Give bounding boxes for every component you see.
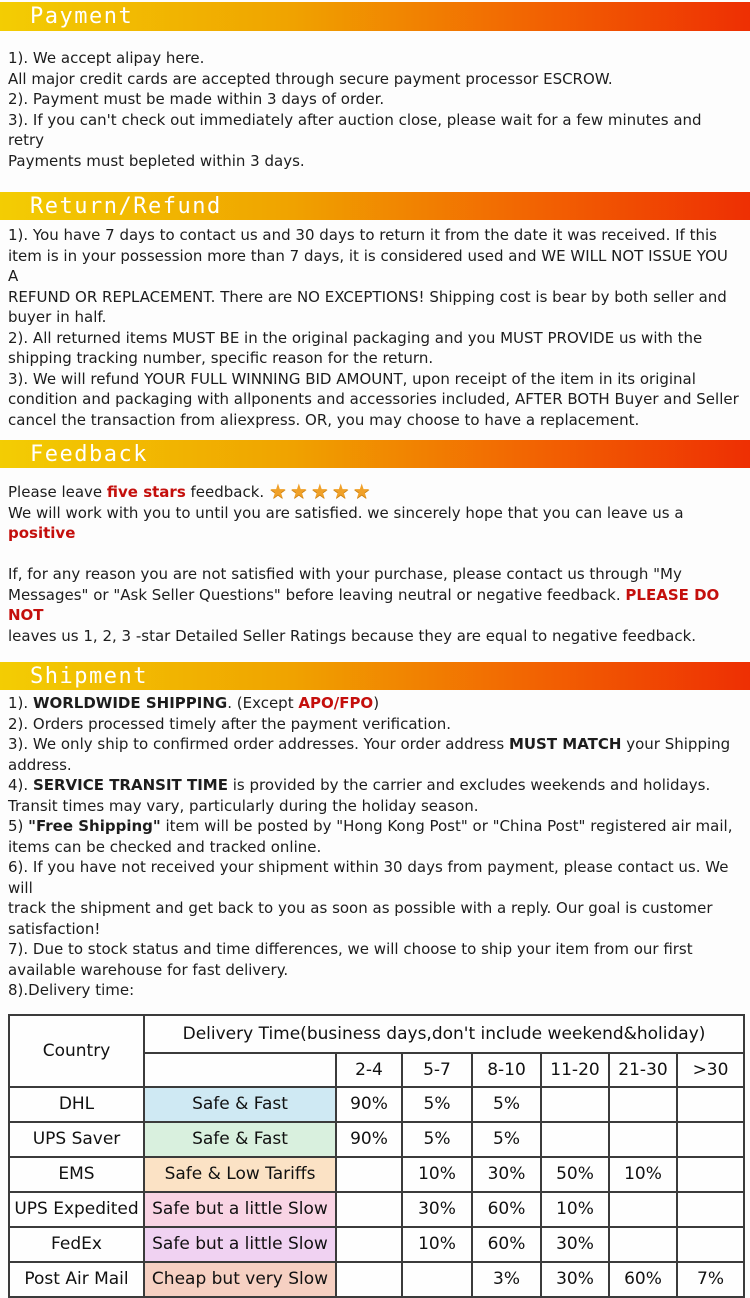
section-shipment xyxy=(0,662,750,1001)
percentage-cell: 60% xyxy=(472,1192,541,1227)
percentage-cell: 50% xyxy=(541,1157,609,1192)
text-segment: 4). xyxy=(8,776,33,794)
section-return xyxy=(0,192,750,430)
text-segment: positive xyxy=(8,524,76,542)
text-line xyxy=(8,816,742,837)
text-line xyxy=(8,481,742,503)
section-body-feedback xyxy=(0,468,750,646)
text-segment: 3). If you can't check out immediately after auction close, please wait for a few minutes and retry xyxy=(8,110,702,149)
percentage-cell xyxy=(677,1157,744,1192)
section-header-payment xyxy=(0,2,750,31)
text-segment: item will be posted by "Hong Kong Post" or "China Post" registered air mail, xyxy=(160,817,733,835)
day-range-header-cell: 2-4 xyxy=(336,1053,402,1087)
text-segment: address. xyxy=(8,755,72,774)
text-segment: We will work with you to until you are satisfied. we sincerely hope that you can leave us a xyxy=(8,503,684,522)
text-line xyxy=(8,110,742,151)
percentage-cell xyxy=(677,1227,744,1262)
text-segment: Transit times may vary, particularly during the holiday season. xyxy=(8,796,479,815)
text-segment: 5) xyxy=(8,817,29,835)
text-segment: your Shipping xyxy=(621,735,731,753)
text-segment: track the shipment and get back to you as soon as possible with a reply. Our goal is customer xyxy=(8,899,713,917)
percentage-cell: 10% xyxy=(609,1157,677,1192)
percentage-cell: 90% xyxy=(336,1087,402,1122)
text-line xyxy=(8,544,742,565)
text-segment: 7). Due to stock status and time differences, we will choose to ship your item from our first xyxy=(8,940,693,958)
policy-sections xyxy=(0,2,750,1001)
carrier-cell: UPS Expedited xyxy=(9,1192,144,1227)
text-line xyxy=(8,246,742,287)
text-line xyxy=(8,980,742,1001)
text-line xyxy=(8,328,742,349)
text-segment: condition and packaging with allponents and accessories included, AFTER BOTH Buyer and Seller xyxy=(8,390,739,408)
percentage-cell: 5% xyxy=(472,1087,541,1122)
text-line xyxy=(8,564,742,585)
text-segment: If, for any reason you are not satisfied with your purchase, please contact us through "My xyxy=(8,565,682,583)
table-row xyxy=(9,1157,744,1192)
text-line xyxy=(8,734,742,755)
text-segment: SERVICE TRANSIT TIME xyxy=(32,776,228,794)
percentage-cell xyxy=(541,1087,609,1122)
text-line xyxy=(8,857,742,898)
table-row xyxy=(9,1087,744,1122)
section-header-feedback xyxy=(0,440,750,468)
text-segment: PLEASE DO NOT xyxy=(8,585,720,624)
text-segment: 1). You have 7 days to contact us and 30 days to return it from the date it was received. If this xyxy=(8,226,717,244)
percentage-cell xyxy=(609,1087,677,1122)
text-segment: "Free Shipping" xyxy=(28,817,161,835)
table-row xyxy=(9,1192,744,1227)
table-row xyxy=(9,1122,744,1157)
text-segment: MUST MATCH xyxy=(508,735,622,753)
text-segment: 2). All returned items MUST BE in the original packaging and you MUST PROVIDE us with the xyxy=(8,328,703,347)
section-title-shipment: Shipment xyxy=(30,663,148,689)
text-line xyxy=(8,837,742,858)
text-line xyxy=(8,503,742,544)
text-line xyxy=(8,626,742,647)
text-line xyxy=(8,939,742,960)
text-segment: WORLDWIDE SHIPPING xyxy=(32,694,228,712)
table-header-row-1 xyxy=(9,1015,744,1053)
text-segment: five stars xyxy=(106,483,186,501)
percentage-cell xyxy=(336,1262,402,1297)
text-segment: 3). We will refund YOUR FULL WINNING BID AMOUNT, upon receipt of the item in its original xyxy=(8,369,696,388)
text-line xyxy=(8,410,742,431)
percentage-cell: 10% xyxy=(402,1227,472,1262)
day-range-header-cell: 11-20 xyxy=(541,1053,609,1087)
text-line xyxy=(8,348,742,369)
day-range-header-cell: 8-10 xyxy=(472,1053,541,1087)
text-segment: items can be checked and tracked online. xyxy=(8,837,322,856)
carrier-description-cell: Safe & Fast xyxy=(144,1087,336,1122)
percentage-cell: 5% xyxy=(402,1087,472,1122)
section-header-return xyxy=(0,192,750,220)
percentage-cell xyxy=(677,1122,744,1157)
text-line xyxy=(8,960,742,981)
text-segment: ) xyxy=(373,694,380,712)
five-stars-icon: ★★★★★ xyxy=(268,479,374,503)
table-row xyxy=(9,1262,744,1297)
percentage-cell: 7% xyxy=(677,1262,744,1297)
section-payment xyxy=(0,2,750,171)
percentage-cell xyxy=(541,1122,609,1157)
text-line xyxy=(8,755,742,776)
section-title-return: Return/Refund xyxy=(30,193,222,219)
text-line xyxy=(8,369,742,390)
delivery-time-table xyxy=(8,1014,745,1298)
text-segment: buyer in half. xyxy=(8,308,107,326)
country-header-cell: Country xyxy=(9,1015,144,1087)
text-segment: available warehouse for fast delivery. xyxy=(8,960,289,979)
percentage-cell: 30% xyxy=(541,1227,609,1262)
text-line xyxy=(8,151,742,172)
text-segment: is provided by the carrier and excludes weekends and holidays. xyxy=(227,776,711,794)
percentage-cell: 5% xyxy=(472,1122,541,1157)
text-segment: item is in your possession more than 7 days, it is considered used and WE WILL NOT ISSUE YOU A xyxy=(8,246,728,285)
text-line xyxy=(8,796,742,817)
section-title-feedback: Feedback xyxy=(30,441,148,467)
text-line xyxy=(8,89,742,110)
text-line xyxy=(8,898,742,919)
text-segment: APO/FPO xyxy=(298,694,374,712)
carrier-description-cell: Safe & Low Tariffs xyxy=(144,1157,336,1192)
text-segment: 3). We only ship to confirmed order addresses. Your order address xyxy=(8,735,509,753)
percentage-cell: 60% xyxy=(472,1227,541,1262)
percentage-cell xyxy=(609,1192,677,1227)
carrier-description-cell: Safe but a little Slow xyxy=(144,1192,336,1227)
day-range-header-cell: 5-7 xyxy=(402,1053,472,1087)
carrier-cell: EMS xyxy=(9,1157,144,1192)
section-feedback xyxy=(0,440,750,646)
carrier-cell: DHL xyxy=(9,1087,144,1122)
carrier-cell: Post Air Mail xyxy=(9,1262,144,1297)
percentage-cell: 60% xyxy=(609,1262,677,1297)
percentage-cell xyxy=(609,1122,677,1157)
section-header-shipment xyxy=(0,662,750,690)
text-line xyxy=(8,69,742,90)
percentage-cell: 5% xyxy=(402,1122,472,1157)
percentage-cell xyxy=(402,1262,472,1297)
text-segment: 2). Orders processed timely after the payment verification. xyxy=(8,714,452,733)
delivery-time-header-cell: Delivery Time(business days,don't include weekend&holiday) xyxy=(144,1015,744,1053)
carrier-description-cell: Safe & Fast xyxy=(144,1122,336,1157)
carrier-description-cell: Safe but a little Slow xyxy=(144,1227,336,1262)
text-segment: 8).Delivery time: xyxy=(8,981,135,999)
text-segment: 1). We accept alipay here. xyxy=(8,49,205,67)
text-segment: leaves us 1, 2, 3 -star Detailed Seller Ratings because they are equal to negative feedback. xyxy=(8,626,697,645)
text-line xyxy=(8,307,742,328)
text-segment: shipping tracking number, specific reason for the return. xyxy=(8,349,434,367)
day-range-header-cell: 21-30 xyxy=(609,1053,677,1087)
text-line xyxy=(8,919,742,940)
text-line xyxy=(8,585,742,626)
text-line xyxy=(8,225,742,246)
section-title-payment: Payment xyxy=(30,4,134,29)
percentage-cell xyxy=(336,1192,402,1227)
section-body-return xyxy=(0,220,750,430)
carrier-cell: FedEx xyxy=(9,1227,144,1262)
percentage-cell: 30% xyxy=(402,1192,472,1227)
empty-header-cell xyxy=(144,1053,336,1087)
text-line xyxy=(8,287,742,308)
percentage-cell: 30% xyxy=(541,1262,609,1297)
text-segment: Messages" or "Ask Seller Questions" before leaving neutral or negative feedback. xyxy=(8,585,626,604)
text-segment: cancel the transaction from aliexpress. OR, you may choose to have a replacement. xyxy=(8,410,640,429)
text-segment: 6). If you have not received your shipment within 30 days from payment, please contact us. We will xyxy=(8,858,729,897)
percentage-cell xyxy=(677,1192,744,1227)
percentage-cell xyxy=(336,1227,402,1262)
percentage-cell xyxy=(336,1157,402,1192)
text-segment: Payments must bepleted within 3 days. xyxy=(8,151,305,170)
text-segment: satisfaction! xyxy=(8,919,101,938)
text-line xyxy=(8,775,742,796)
percentage-cell: 30% xyxy=(472,1157,541,1192)
percentage-cell: 3% xyxy=(472,1262,541,1297)
percentage-cell xyxy=(677,1087,744,1122)
percentage-cell: 90% xyxy=(336,1122,402,1157)
text-segment: 2). Payment must be made within 3 days of order. xyxy=(8,90,385,108)
text-segment: Please leave xyxy=(8,483,107,501)
section-body-shipment xyxy=(0,690,750,1001)
text-line xyxy=(8,48,742,69)
text-segment: 1). xyxy=(8,694,33,712)
text-segment: REFUND OR REPLACEMENT. There are NO EXCEPTIONS! Shipping cost is bear by both seller and xyxy=(8,287,727,306)
percentage-cell: 10% xyxy=(402,1157,472,1192)
table-row xyxy=(9,1227,744,1262)
text-line xyxy=(8,714,742,735)
carrier-description-cell: Cheap but very Slow xyxy=(144,1262,336,1297)
day-range-header-cell: >30 xyxy=(677,1053,744,1087)
carrier-cell: UPS Saver xyxy=(9,1122,144,1157)
text-segment: feedback. xyxy=(185,483,269,501)
section-body-payment xyxy=(0,31,750,171)
percentage-cell: 10% xyxy=(541,1192,609,1227)
percentage-cell xyxy=(609,1227,677,1262)
text-segment: All major credit cards are accepted through secure payment processor ESCROW. xyxy=(8,69,613,88)
text-line xyxy=(8,693,742,714)
text-line xyxy=(8,389,742,410)
text-segment: . (Except xyxy=(227,694,299,712)
